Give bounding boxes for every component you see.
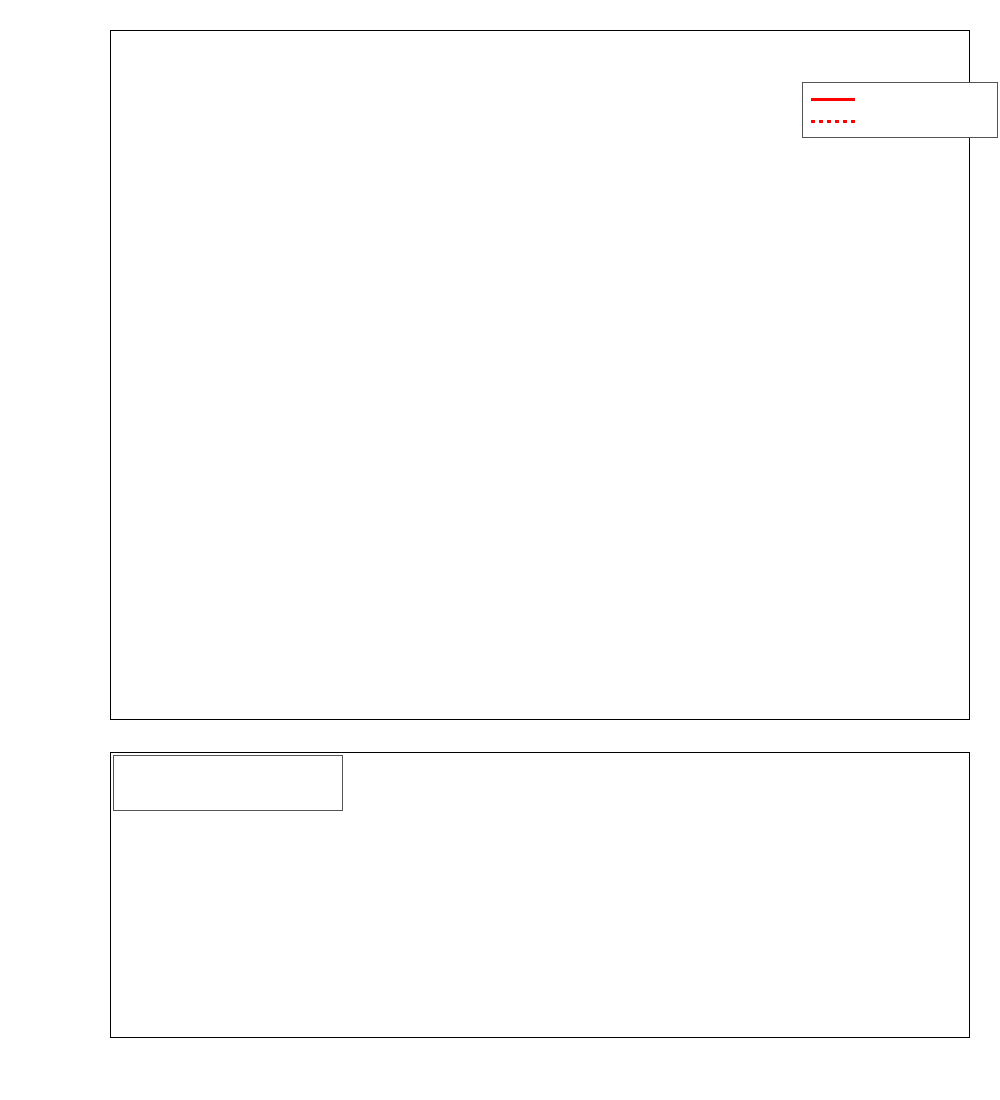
legend-item-nucleation [811, 110, 989, 132]
top-panel-legend [802, 82, 998, 138]
bottom-panel-legend [113, 755, 343, 811]
legend-item-utilized-ruptures [122, 783, 334, 805]
utilized-ruptures-swatch [122, 788, 133, 801]
available-ruptures-swatch [122, 766, 133, 779]
legend-item-participation [811, 88, 989, 110]
legend-item-available-ruptures [122, 761, 334, 783]
